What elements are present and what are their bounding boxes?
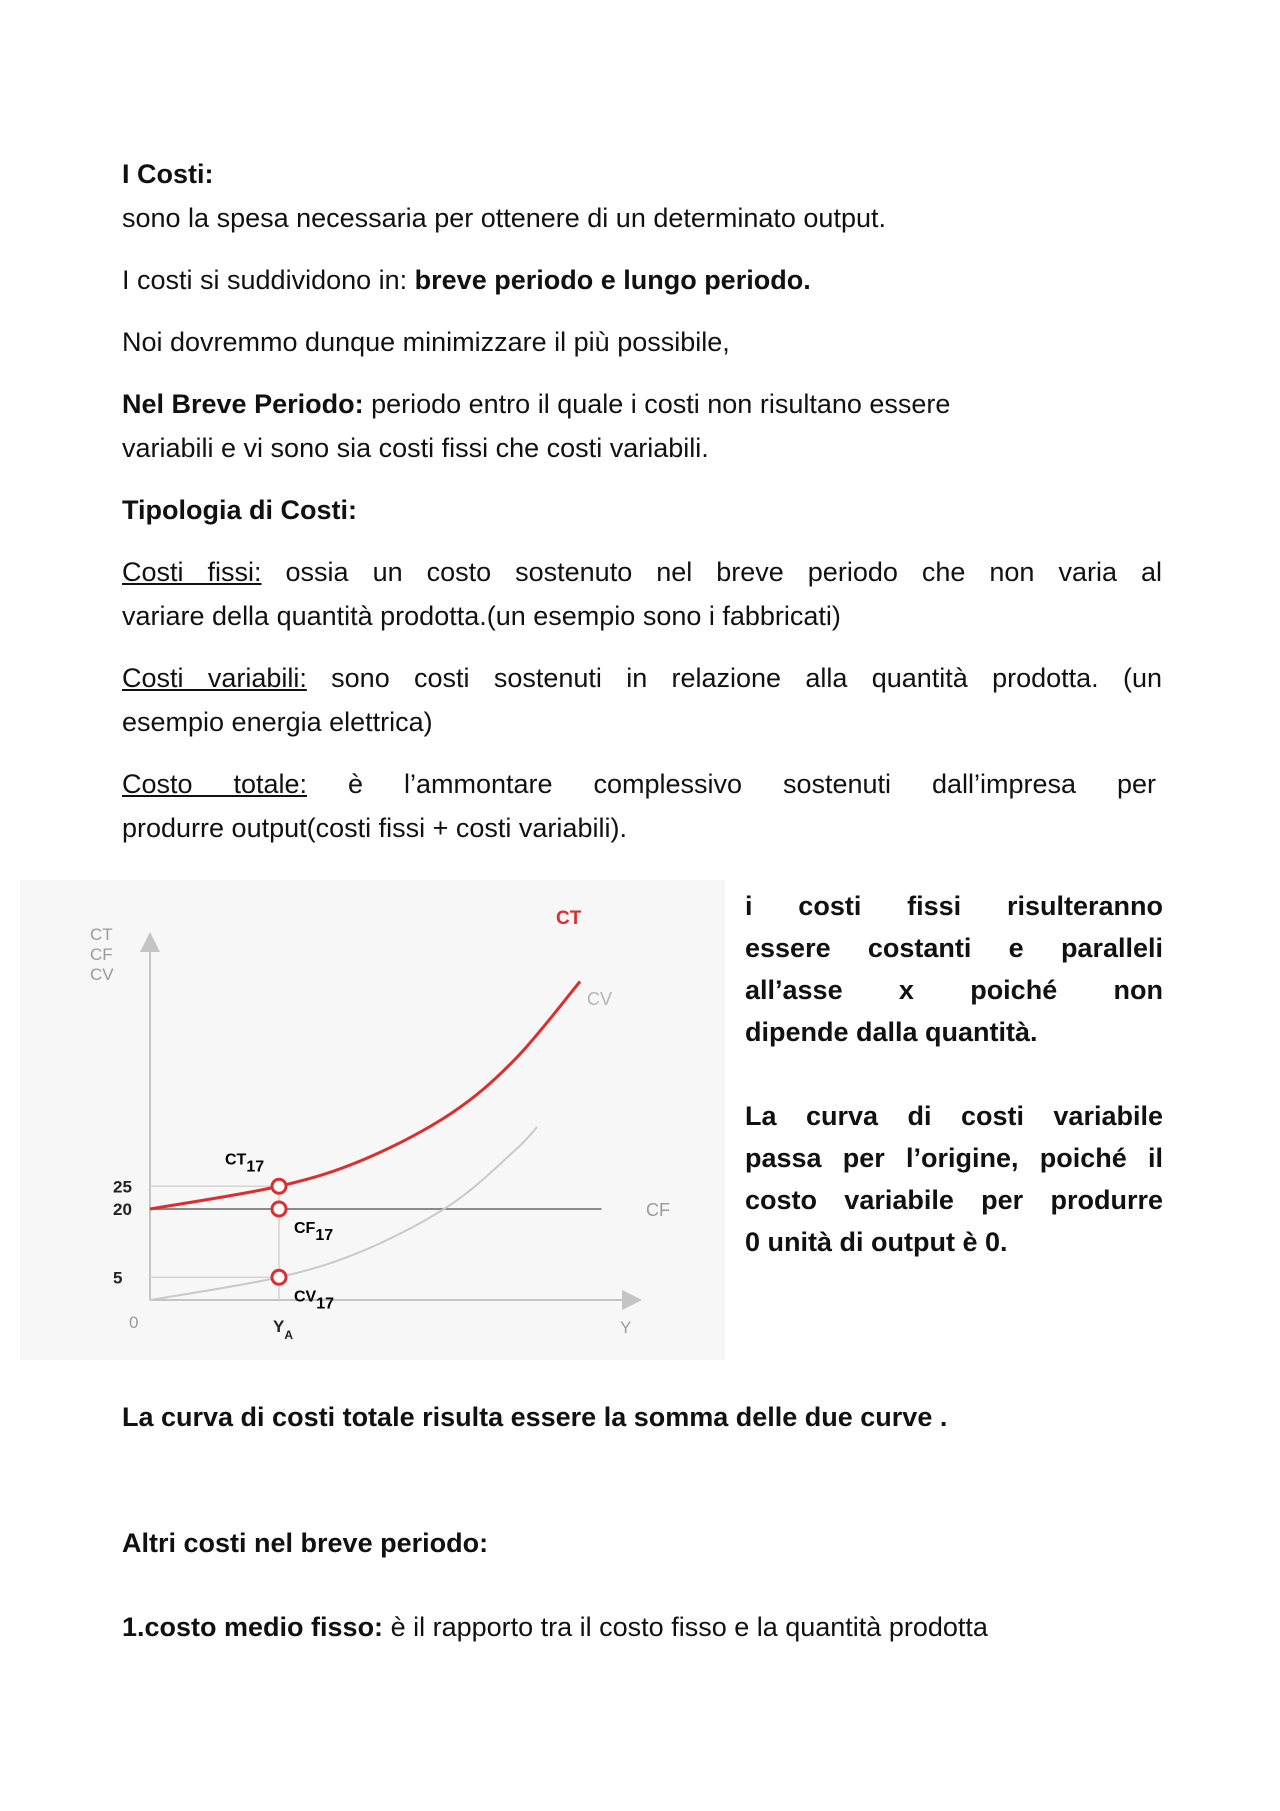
fixed-cost-label: Costi fissi: bbox=[122, 557, 262, 587]
variable-cost-line2: esempio energia elettrica) bbox=[122, 707, 433, 737]
minimize-text: Noi dovremmo dunque minimizzare il più possibile, bbox=[122, 327, 730, 357]
sum-sentence: La curva di costi totale risulta essere la somma delle due curve . bbox=[122, 1402, 948, 1432]
marker-cv-a bbox=[272, 1270, 286, 1284]
section-heading: I Costi: bbox=[122, 159, 214, 189]
series-line-cv bbox=[150, 1127, 537, 1300]
marker-ct-a bbox=[272, 1179, 286, 1193]
side-note-2-line2: passa per l’origine, poiché il bbox=[745, 1143, 1163, 1173]
side-note-1-line3: all’asse x poiché non bbox=[745, 975, 1163, 1005]
y-axis-title-cf: CF bbox=[90, 945, 113, 964]
y-tick-5: 5 bbox=[113, 1268, 123, 1288]
series-label-cf: CF bbox=[646, 1200, 670, 1220]
series-label-ct: CT bbox=[556, 908, 582, 929]
fixed-cost-line2: variare della quantità prodotta.(un esempio sono i fabbricati) bbox=[122, 601, 841, 631]
total-cost-line1 bbox=[122, 762, 1156, 806]
total-cost-paragraph bbox=[122, 762, 1156, 850]
series-layer bbox=[150, 982, 602, 1301]
origin-label: 0 bbox=[129, 1313, 139, 1332]
avg-fixed-cost-text: è il rapporto tra il costo fisso e la quantità prodotta bbox=[383, 1612, 988, 1642]
cost-split-prefix: I costi si suddividono in: bbox=[122, 265, 415, 295]
fixed-cost-text1: ossia un costo sostenuto nel breve periodo che non varia al bbox=[261, 557, 1162, 587]
side-note-fixed bbox=[745, 885, 1163, 1053]
cost-chart-svg bbox=[20, 880, 725, 1360]
undefined: CV17 bbox=[294, 1288, 335, 1313]
cost-split-paragraph bbox=[122, 258, 1162, 302]
fixed-cost-paragraph bbox=[122, 550, 1162, 638]
side-note-1-line2: essere costanti e paralleli bbox=[745, 933, 1163, 963]
other-costs-heading: Altri costi nel breve periodo: bbox=[122, 1528, 489, 1558]
y-tick-20: 20 bbox=[113, 1200, 132, 1219]
side-note-2-line1: La curva di costi variabile bbox=[745, 1101, 1163, 1131]
side-note-1-line4: dipende dalla quantità. bbox=[745, 1017, 1038, 1047]
x-axis-label: Y bbox=[620, 1318, 632, 1337]
series-label-cv: CV bbox=[587, 989, 613, 1009]
series-label-layer bbox=[556, 908, 670, 1220]
y-tick-25: 25 bbox=[113, 1177, 132, 1197]
total-cost-text1: è l’ammontare complessivo sostenuti dall’impresa per bbox=[307, 769, 1157, 799]
side-note-variable bbox=[745, 1095, 1163, 1263]
undefined: CT17 bbox=[225, 1151, 265, 1176]
avg-fixed-cost-label: 1.costo medio fisso: bbox=[122, 1612, 384, 1642]
variable-cost-line1 bbox=[122, 656, 1162, 700]
variable-cost-paragraph bbox=[122, 656, 1162, 744]
fixed-cost-line1 bbox=[122, 550, 1162, 594]
variable-cost-label: Costi variabili: bbox=[122, 663, 307, 693]
short-run-paragraph bbox=[122, 382, 1162, 470]
total-cost-label: Costo totale: bbox=[122, 769, 308, 799]
x-tick-ya: $Y_A$ bbox=[273, 1317, 294, 1342]
short-run-line2: variabili e vi sono sia costi fissi che costi variabili. bbox=[122, 433, 709, 463]
y-axis-title-ct: CT bbox=[90, 925, 113, 944]
undefined: CF17 bbox=[294, 1220, 334, 1244]
short-run-label: Nel Breve Periodo: bbox=[122, 389, 364, 419]
avg-fixed-cost-paragraph bbox=[122, 1605, 1162, 1649]
marker-cf-a bbox=[272, 1202, 286, 1216]
cost-chart bbox=[20, 880, 725, 1360]
side-note-2-line3: costo variabile per produrre bbox=[745, 1185, 1163, 1215]
short-run-line1: periodo entro il quale i costi non risultano essere bbox=[363, 389, 951, 419]
typology-heading: Tipologia di Costi: bbox=[122, 495, 357, 525]
series-line-ct bbox=[150, 982, 580, 1210]
total-cost-line2: produrre output(costi fissi + costi variabili). bbox=[122, 813, 627, 843]
side-note-2-line4: 0 unità di output è 0. bbox=[745, 1227, 1008, 1257]
side-note-1-line1: i costi fissi risulteranno bbox=[745, 891, 1163, 921]
guide-lines bbox=[150, 1186, 279, 1300]
cost-split-bold: breve periodo e lungo periodo. bbox=[414, 265, 811, 295]
definition-text: sono la spesa necessaria per ottenere di un determinato output. bbox=[122, 203, 886, 233]
variable-cost-text1: sono costi sostenuti in relazione alla quantità prodotta. (un bbox=[306, 663, 1162, 693]
y-axis-title-cv: CV bbox=[90, 965, 114, 984]
y-axis-title bbox=[90, 925, 114, 984]
